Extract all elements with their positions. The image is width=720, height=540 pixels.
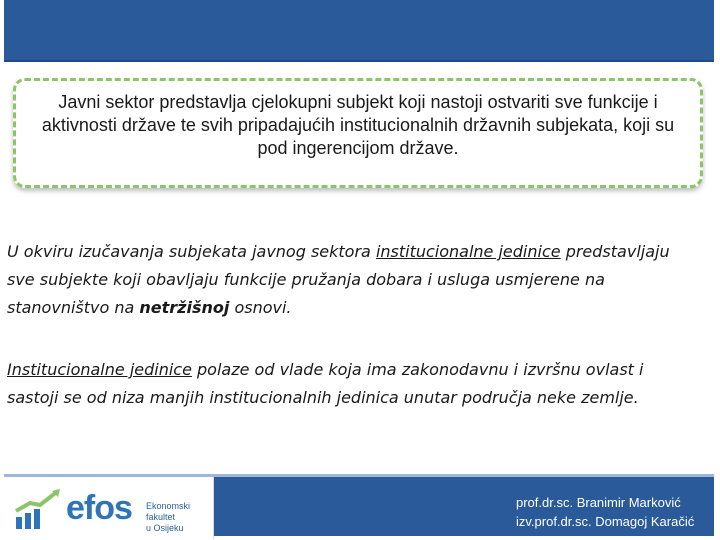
author-1: prof.dr.sc. Branimir Marković (516, 495, 681, 510)
term-institutional-units: institucionalne jedinice (375, 242, 561, 261)
term-non-market: netržišnoj (139, 298, 230, 317)
logo-sub-line2: u Osijeku (146, 523, 184, 533)
authors (516, 493, 694, 531)
header-band (4, 0, 714, 62)
paragraph-government (7, 356, 687, 412)
logo-word: efos (66, 489, 132, 527)
logo-sub-line1: Ekonomski fakultet (146, 501, 191, 522)
efos-logo (4, 477, 214, 539)
paragraph2-text: polaze od vlade koja ima zakonodavnu i izvršnu ovlast i sastoji se od niza manjih institucionalnih jedinica unutar područja neke zemlje. (7, 360, 644, 407)
paragraph-institutional-units (7, 238, 687, 322)
author-2: izv.prof.dr.sc. Domagoj Karačić (516, 514, 695, 529)
term-institutional-units-2: Institucionalne jedinice (7, 360, 192, 379)
definition-box (13, 78, 703, 188)
paragraph1-text-1: U okviru izučavanja subjekata javnog sektora (7, 242, 376, 261)
paragraph1-text-2: predstavljaju sve subjekte koji obavljaju funkcije pružanja dobara i usluga usmjerene na stanovništvo na (7, 242, 670, 317)
logo-subtitle (146, 501, 213, 534)
bar-chart-logo-icon (14, 487, 74, 531)
paragraph1-text-3: osnovi. (229, 298, 292, 317)
footer (4, 474, 714, 536)
definition-text: Javni sektor predstavlja cjelokupni subjekt koji nastoji ostvariti sve funkcije i aktivnosti države te svih pripadajućih institucionalnih državnih subjekata, koji su pod ingerencijom države. (41, 92, 675, 158)
